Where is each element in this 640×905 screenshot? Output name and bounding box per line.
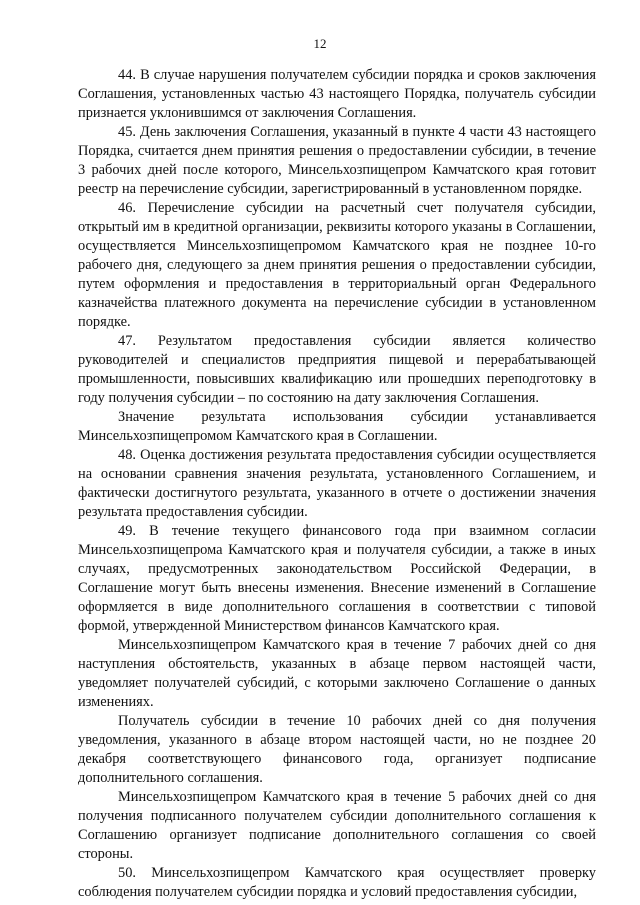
paragraph-46: 46. Перечисление субсидии на расчетный счет получателя субсидии, открытый им в кредитной организации, реквизиты которого указаны в Соглашении, осуществляется Минсельхозпищепромом Камчатского края не позднее 10-го рабочего дня, следующего за днем принятия решения о предоставлении субсидии, путем оформления и предоставления в территориальный орган Федерального казначейства платежного документа на перечисление субсидии в установленном порядке.	[78, 200, 596, 330]
document-body	[78, 66, 596, 902]
paragraph-49-recipient: Получатель субсидии в течение 10 рабочих дней со дня получения уведомления, указанного в абзаце втором настоящей части, но не позднее 20 декабря соответствующего финансового года, организует подписание дополнительного соглашения.	[78, 713, 596, 786]
paragraph-49-notify: Минсельхозпищепром Камчатского края в течение 7 рабочих дней со дня наступления обстоятельств, указанных в абзаце первом настоящей части, уведомляет получателей субсидий, с которыми заключено Соглашение о данных изменениях.	[78, 637, 596, 710]
paragraph-47: 47. Результатом предоставления субсидии является количество руководителей и специалистов предприятия пищевой и перерабатывающей промышленности, повысивших квалификацию или прошедших переподготовку в году получения субсидии – по состоянию на дату заключения Соглашения.	[78, 333, 596, 406]
paragraph-45: 45. День заключения Соглашения, указанный в пункте 4 части 43 настоящего Порядка, считается днем принятия решения о предоставлении субсидии, в течение 3 рабочих дней после которого, Минсельхозпищепром Камчатского края готовит реестр на перечисление субсидии, зарегистрированный в установленном порядке.	[78, 124, 596, 197]
paragraph-48: 48. Оценка достижения результата предоставления субсидии осуществляется на основании сравнения значения результата, установленного Соглашением, и фактически достигнутого результата, указанного в отчете о достижении значения результата предоставления субсидии.	[78, 447, 596, 520]
paragraph-44: 44. В случае нарушения получателем субсидии порядка и сроков заключения Соглашения, установленных частью 43 настоящего Порядка, получатель субсидии признается уклонившимся от заключения Соглашения.	[78, 67, 596, 121]
paragraph-49-signing: Минсельхозпищепром Камчатского края в течение 5 рабочих дней со дня получения подписанного получателем субсидии дополнительного соглашения к Соглашению организует подписание дополнительного соглашения со своей стороны.	[78, 789, 596, 862]
paragraph-49: 49. В течение текущего финансового года при взаимном согласии Минсельхозпищепрома Камчатского края и получателя субсидии, а также в иных случаях, предусмотренных законодательством Российской Федерации, в Соглашение могут быть внесены изменения. Внесение изменений в Соглашение оформляется в виде дополнительного соглашения в соответствии с типовой формой, утвержденной Министерством финансов Камчатского края.	[78, 523, 596, 634]
page-number: 12	[313, 36, 327, 51]
paragraph-50: 50. Минсельхозпищепром Камчатского края осуществляет проверку соблюдения получателем субсидии порядка и условий предоставления субсидии,	[78, 865, 596, 900]
paragraph-47-value: Значение результата использования субсидии устанавливается Минсельхозпищепромом Камчатского края в Соглашении.	[78, 409, 596, 444]
